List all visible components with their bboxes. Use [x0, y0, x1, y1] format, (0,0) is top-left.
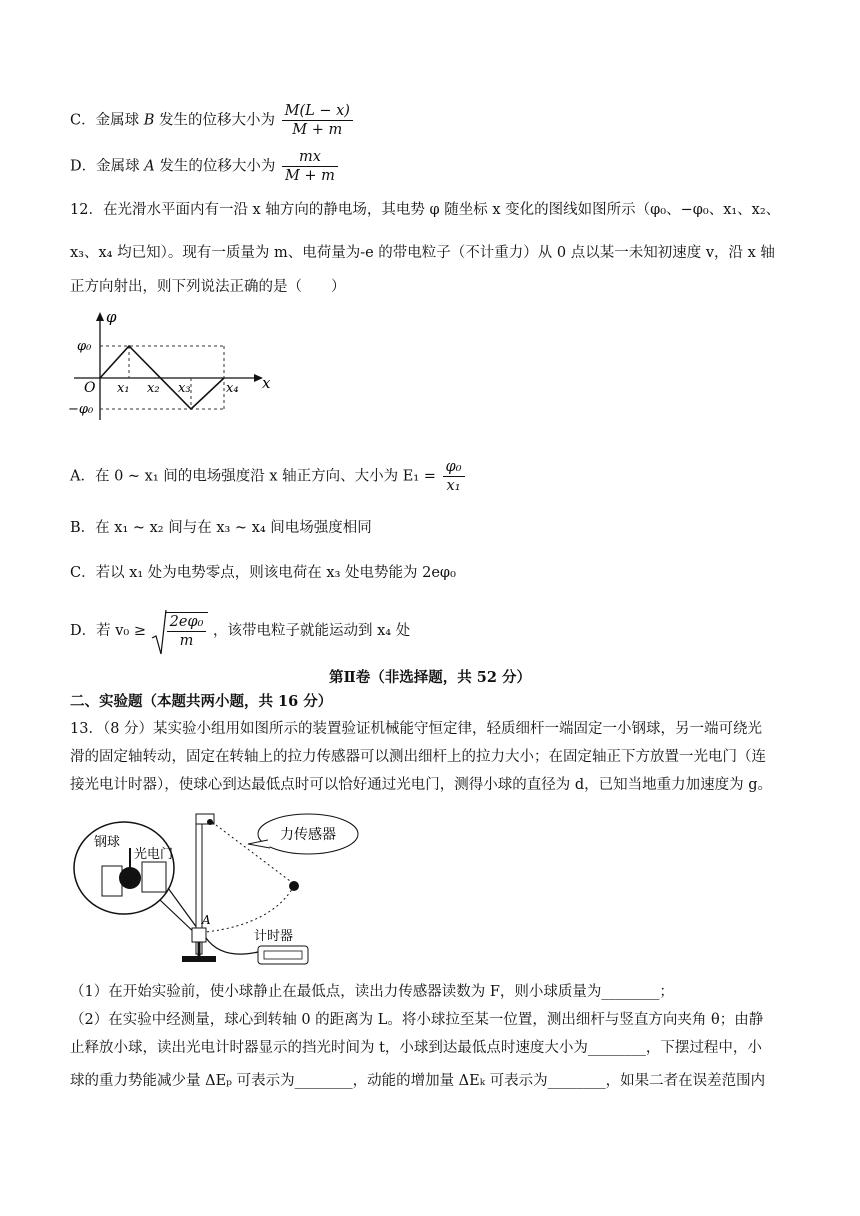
option-d-mid: 发生的位移大小为 — [154, 158, 276, 175]
gate-left-box — [102, 866, 122, 896]
x2-label: x₂ — [147, 381, 160, 396]
q13-line3: 接光电计时器），使球心到达最低点时可以恰好通过光电门，测得小球的直径为 d，已知当地重力加速度为 g。 — [70, 777, 773, 793]
timer-cable — [206, 938, 258, 954]
q12-option-a-numerator: φ₀ — [443, 458, 465, 477]
origin-label: O — [84, 380, 96, 396]
q12-line1: 12．在光滑水平面内有一沿 x 轴方向的静电场，其电势 φ 随坐标 x 变化的图线如图所示（φ₀、−φ₀、x₁、x₂、 — [70, 202, 781, 218]
swing-arc — [206, 886, 294, 932]
inset-pointer-line — [168, 888, 200, 932]
ball-label: 钢球 — [94, 835, 121, 850]
x1-label: x₁ — [117, 381, 130, 396]
y-axis-arrow — [96, 312, 104, 321]
q12-option-d-text: D．若 v₀ ≥ — [70, 623, 146, 639]
option-d-var: A — [144, 158, 155, 175]
option-d-text: D．金属球 — [70, 158, 140, 175]
q13-line1: 13．（8 分）某实验小组用如图所示的装置验证机械能守恒定律，轻质细杆一端固定一小钢球，另一端可绕光 — [70, 721, 763, 737]
option-c-text: C．金属球 — [70, 112, 140, 129]
section2-heading: 二、实验题（本题共两小题，共 16 分） — [70, 693, 333, 710]
q12-option-c: C．若以 x₁ 处为电势零点，则该电荷在 x₃ 处电势能为 2eφ₀ — [70, 565, 456, 581]
neg-phi0-label: −φ₀ — [68, 402, 94, 417]
section-title: 第Ⅱ卷（非选择题，共 52 分） — [329, 669, 531, 686]
option-c-fraction — [282, 102, 353, 139]
q12-option-b: B．在 x₁ ~ x₂ 间与在 x₃ ~ x₄ 间电场强度相同 — [70, 520, 372, 536]
option-d-fraction — [282, 148, 338, 185]
q12-option-d-fraction — [167, 613, 207, 650]
option-c-var: B — [143, 112, 155, 129]
stand-base — [182, 956, 216, 962]
option-c-denominator: M + m — [292, 122, 343, 138]
x4-label: x₄ — [226, 381, 239, 396]
q12-line2: x₃、x₄ 均已知）。现有一质量为 m、电荷量为-e 的带电粒子（不计重力）从 0 点以某一未知初速度 v，沿 x 轴 — [70, 245, 775, 261]
photo-gate-box — [192, 928, 206, 942]
point-a-label: A — [202, 913, 211, 927]
phi0-label: φ₀ — [77, 339, 92, 354]
x-axis-label: x — [262, 374, 271, 392]
x3-label: x₃ — [178, 381, 191, 396]
q12-option-a-denominator: x₁ — [446, 478, 461, 494]
apparatus-figure — [72, 808, 392, 974]
q13-part2-line1: （2）在实验中经测量，球心到转轴 0 的距离为 L。将小球拉至某一位置，测出细杆与竖直方向夹角 θ；由静 — [70, 1012, 764, 1028]
q12-option-d-numerator: 2eφ₀ — [167, 613, 207, 632]
bubble-tail — [248, 840, 270, 848]
q12-option-a — [70, 458, 467, 495]
q12-option-d-denominator: m — [179, 633, 194, 649]
q12-option-d-suffix: ，该带电粒子就能运动到 x₄ 处 — [213, 623, 411, 639]
option-c-mid: 发生的位移大小为 — [154, 112, 275, 129]
q12-line3: 正方向射出，则下列说法正确的是（ ） — [70, 279, 346, 295]
sensor-label: 力传感器 — [280, 827, 336, 843]
option-c — [70, 102, 355, 139]
gate-label: 光电门 — [134, 847, 174, 862]
q13-part1: （1）在开始实验前，使小球静止在最低点，读出力传感器读数为 F，则小球质量为________； — [70, 984, 674, 1000]
q12-option-d — [70, 612, 410, 650]
q12-option-a-text: A．在 0 ~ x₁ 间的电场强度沿 x 轴正方向、大小为 E₁ = — [70, 468, 436, 485]
y-axis-label: φ — [106, 308, 117, 326]
q12-option-a-fraction — [443, 458, 465, 495]
gate-right-box — [142, 862, 166, 892]
option-d — [70, 148, 340, 185]
option-d-denominator: M + m — [284, 168, 335, 184]
potential-graph — [62, 308, 282, 428]
option-c-numerator: M(L − x) — [282, 102, 353, 121]
timer-label: 计时器 — [254, 929, 294, 944]
q13-line2: 滑的固定轴转动，固定在转轴上的拉力传感器可以测出细杆上的拉力大小；在固定轴正下方放置一光电门（连 — [70, 749, 766, 765]
q13-part2-line2: 止释放小球，读出光电计时器显示的挡光时间为 t，小球到达最低点时速度大小为________，下摆过程中，小 — [70, 1040, 762, 1056]
sqrt-icon — [151, 608, 167, 658]
swinging-ball — [289, 881, 299, 891]
timer-box — [258, 946, 308, 964]
option-d-numerator: mx — [282, 148, 338, 167]
sqrt-expression — [151, 612, 209, 650]
steel-ball-inset — [119, 867, 141, 889]
q13-part2-line3: 球的重力势能减少量 ΔEₚ 可表示为________，动能的增加量 ΔEₖ 可表示为________，如果二者在误差范围内 — [70, 1073, 766, 1089]
